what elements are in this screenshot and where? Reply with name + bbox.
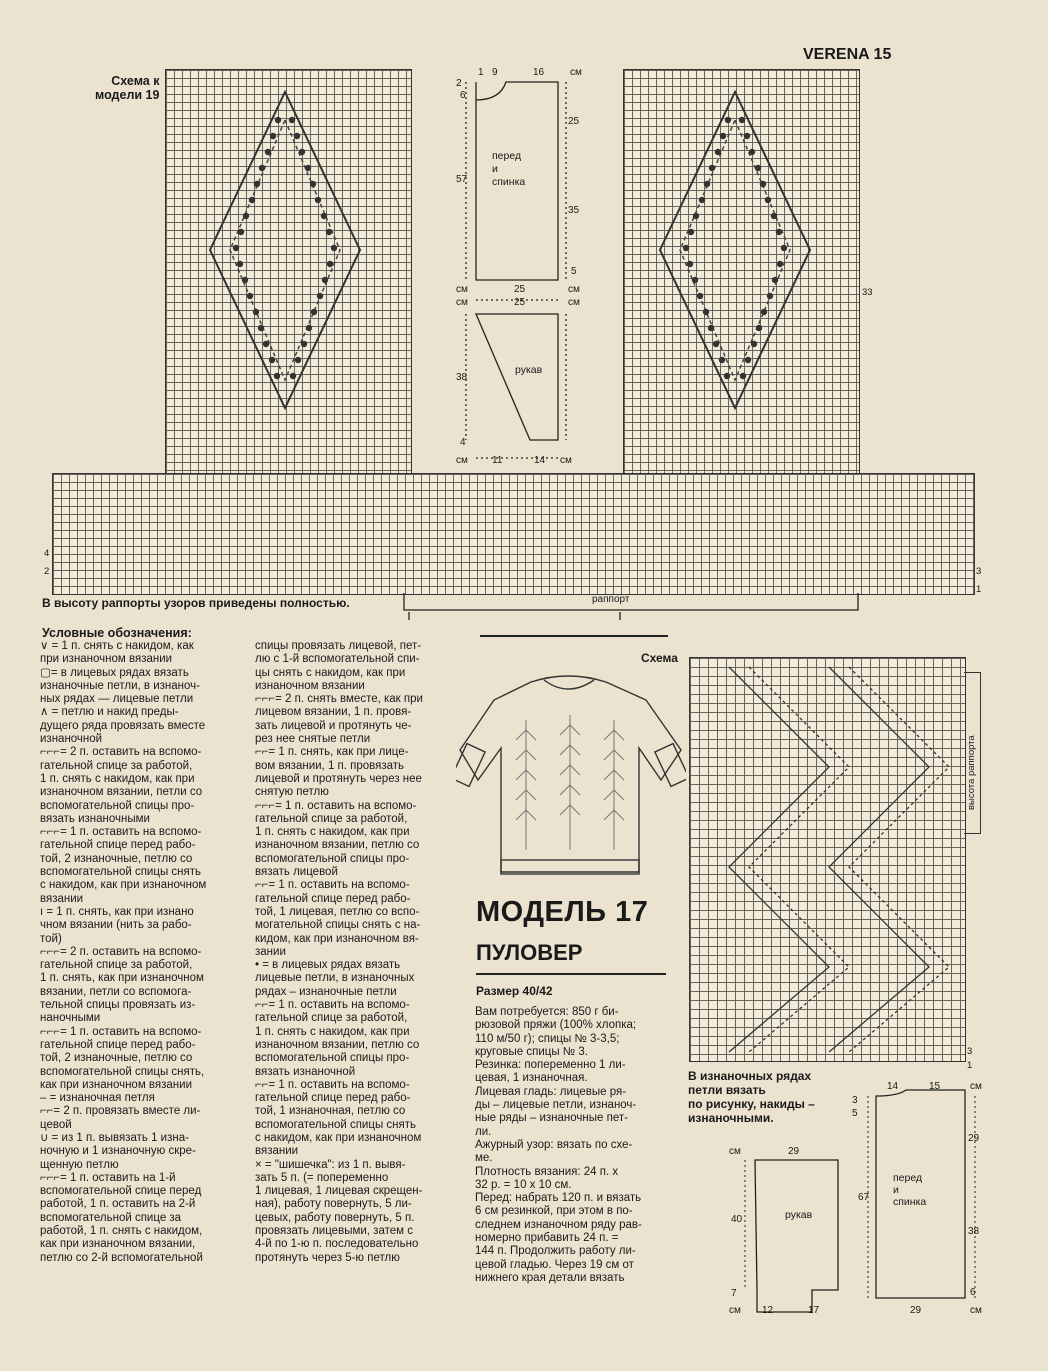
dim-unit-2: см [568, 284, 580, 295]
lace-row-label-1: 1 [967, 1060, 973, 1071]
chart19-row-label-4: 4 [44, 548, 50, 559]
model17-title: МОДЕЛЬ 17 [476, 896, 649, 928]
dim-unit-4: см [568, 297, 580, 308]
dim-bottom-width: 25 [514, 284, 526, 295]
p17-body-left2: 5 [852, 1108, 858, 1119]
dim-left-a: 2 [456, 78, 462, 89]
dim-sleeve-small: 4 [460, 437, 466, 448]
p17-body-height: 67 [858, 1192, 870, 1203]
p17-unit-4: см [970, 1305, 982, 1316]
lace-row-label-3: 3 [967, 1046, 973, 1057]
p17-body-top2: 15 [929, 1081, 941, 1092]
p17-sleeve-small: 7 [731, 1288, 737, 1299]
pattern19-front-back-label: перед и спинка [492, 150, 526, 188]
chart19-row-label-2: 2 [44, 566, 50, 577]
dim-sleeve-b1: 11 [492, 455, 503, 466]
dim-sleeve-top: 25 [514, 297, 526, 308]
lace-chart-note: В изнаночных рядах петли вязать по рисунку, накиды – изнаночными. [688, 1069, 815, 1125]
dim-sleeve-b2: 14 [534, 455, 546, 466]
pattern17-front-back-label: перед и спинка [893, 1172, 927, 1208]
dim-unit-6: см [560, 455, 572, 466]
p17-body-lower: 38 [968, 1226, 980, 1237]
dim-top-c: 16 [533, 67, 545, 78]
p17-unit-3: см [970, 1081, 982, 1092]
p17-unit-2: см [729, 1305, 741, 1316]
dim-height: 57 [456, 174, 468, 185]
chart19-right-row-label-3: 3 [976, 566, 982, 577]
rapport-height-label: высота раппорта [966, 735, 977, 810]
dim-top-b: 9 [492, 67, 498, 78]
p17-sleeve-top: 29 [788, 1146, 800, 1157]
legend-title: Условные обозначения: [42, 626, 192, 640]
p17-body-upper: 29 [968, 1133, 980, 1144]
page-number: 15 [873, 46, 892, 63]
p17-body-bottom-small: 6 [970, 1287, 976, 1298]
model17-scheme-label: Схема [641, 651, 678, 665]
dim-top-a: 1 [478, 67, 484, 78]
dim-lower: 35 [568, 205, 580, 216]
chart19-full-note: В высоту раппорты узоров приведены полностью. [42, 596, 350, 610]
dim-unit-3: см [456, 297, 468, 308]
chart19-rapport-label: раппорт [592, 594, 630, 605]
dim-top-unit: см [570, 67, 582, 78]
dim-left-b: 6 [460, 90, 466, 101]
p17-body-top1: 14 [887, 1081, 899, 1092]
legend-column-1: ∨ = 1 п. снять с накидом, как при изнаночном вязании ▢= в лицевых рядах вязать изнаночные петли, в изнаноч- ных рядах — лицевые петли ∧ = петлю и накид преды- дущего ряда провязать вместе изнаночной ⌐⌐⌐= 2 п. оставить на вспомо- гательной спице за работой, 1 п. снять с накидом, как при изнаночном вязании, петли со вспомогательной спицы про- вязать изнаночными ⌐⌐⌐= 1 п. оставить на вспомо- гательной спице перед рабо- той, 2 изнаночные, петлю со вспомогательной спицы снять с накидом, как при изнаночном вязании ı = 1 п. снять, как при изнано чном вязании (нить за рабо- той) ⌐⌐⌐= 2 п. оставить на вспомо- гательной спице за работой, 1 п. снять, как при изнаночном вязании, петли со вспомога- тельной спицы провязать из- наночными ⌐⌐⌐= 1 п. оставить на вспомо- гательной спице перед рабо- той, 2 изнаночные, петлю со вспомогательной спицы снять, как при изнаночном вязании – = изнаночная петля ⌐⌐= 2 п. провязать вместе ли- цевой ∪ = из 1 п. вывязать 1 изна- ночную и 1 изнаночную скре- щенную петлю ⌐⌐⌐= 1 п. оставить на 1-й вспомогательной спице перед работой, 1 п. оставить на 2-й вспомогательной спице за работой, 1 п. снять с накидом, как при изнаночном вязании, петлю со 2-й вспомогательной [40, 640, 207, 1264]
dim-sleeve-height: 38 [456, 372, 468, 383]
sleeve17-piece [755, 1160, 838, 1312]
dim-unit-1: см [456, 284, 468, 295]
chart19-title: Схема к модели 19 [95, 74, 160, 102]
p17-body-left: 3 [852, 1095, 858, 1106]
dim-unit-5: см [456, 455, 468, 466]
model17-subtitle: ПУЛОВЕР [476, 940, 583, 965]
p17-sleeve-left: 40 [731, 1214, 743, 1225]
dim-bottom-small: 5 [571, 266, 577, 277]
model17-size: Размер 40/42 [476, 984, 553, 998]
legend-column-2: спицы провязать лицевой, пет- лю с 1-й вспомогательной спи- цы снять с накидом, как при изнаночном вязании ⌐⌐⌐= 2 п. снять вместе, как при лицевом вязании, 1 п. провя- зать лицевой и протянуть че- рез нее снятые петли ⌐⌐= 1 п. снять, как при лице- вом вязании, 1 п. провязать лицевой и протянуть через нее снятую петлю ⌐⌐⌐= 1 п. оставить на вспомо- гательной спице за работой, 1 п. снять с накидом, как при изнаночном вязании, петлю со вспомогательной спицы про- вязать лицевой ⌐⌐= 1 п. оставить на вспомо- гательной спице перед рабо- той, 1 лицевая, петлю со вспо- могательной спицы снять с на- кидом, как при изнаночном вя- зании • = в лицевых рядах вязать лицевые петли, в изнаночных рядах – изнаночные петли ⌐⌐= 1 п. оставить на вспомо- гательной спице за работой, 1 п. снять с накидом, как при изнаночном вязании, петлю со вспомогательной спицы про- вязать изнаночной ⌐⌐= 1 п. оставить на вспомо- гательной спице перед рабо- той, 1 изнаночная, петлю со вспомогательной спицы снять с накидом, как при изнаночном вязании × = "шишечка": из 1 п. вывя- зать 5 п. (= попеременно 1 лицевая, 1 лицевая скрещен- ная), работу повернуть, 5 ли- цевых, работу повернуть, 5 п. провязать лицевыми, затем с 4-й по 1-ю п. последовательно протянуть через 5-ю петлю [255, 640, 423, 1264]
pattern17-sleeve-label: рукав [785, 1209, 813, 1221]
p17-sleeve-b1: 12 [762, 1305, 774, 1316]
p17-sleeve-b2: 17 [808, 1305, 820, 1316]
chart19-side-label: 33 [862, 287, 873, 298]
p17-body-bottom: 29 [910, 1305, 922, 1316]
chart19-right-row-label-1: 1 [976, 584, 982, 595]
magazine-name: VERENA [803, 46, 870, 63]
pattern19-sleeve-label: рукав [515, 364, 543, 376]
model17-instructions: Вам потребуется: 850 г би- рюзовой пряжи (100% хлопка; 110 м/50 г); спицы № 3-3,5; круговые спицы № 3. Резинка: попеременно 1 ли- цевая, 1 изнаночная. Лицевая гладь: лицевые ря- ды – лицевые петли, изнаноч- ные ряды – изнаночные пет- ли. Ажурный узор: вязать по схе- ме. Плотность вязания: 24 п. х 32 р. = 10 х 10 см. Перед: набрать 120 п. и вязать 6 см резинкой, при этом в по- следнем изнаночном ряду рав- номерно прибавить 24 п. = 144 п. Продолжить работу ли- цевой гладью. Через 19 см от нижнего края детали вязать [475, 1006, 642, 1284]
p17-unit-1: см [729, 1146, 741, 1157]
dim-upper: 25 [568, 116, 580, 127]
